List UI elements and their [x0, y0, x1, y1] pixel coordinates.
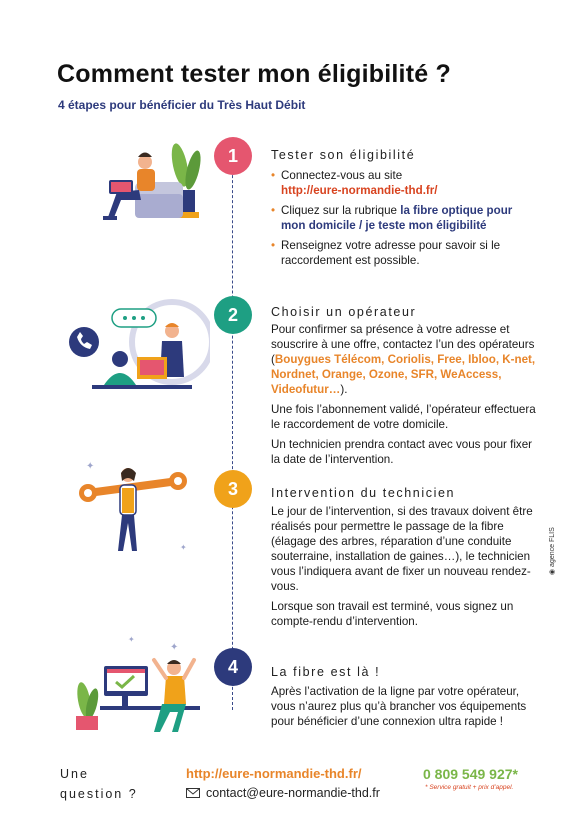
step-1-number-badge: 1 — [214, 137, 252, 175]
step-4-paragraph-1: Après l’activation de la ligne par votre opérateur, vous n’aurez plus qu’à brancher vos équipements pour bénéficier d’une connexion ultra rapide ! — [271, 685, 527, 728]
svg-text:✦: ✦ — [170, 642, 179, 653]
step-1-bullet-2: • Cliquez sur la rubrique la fibre optique pour mon domicile / je teste mon éligibilité — [271, 203, 536, 233]
eligibility-menu-path: la fibre optique pour mon domicile / je teste mon éligibilité — [281, 204, 513, 232]
footer-question: Une question ? — [60, 767, 138, 801]
footer-email-address[interactable]: contact@eure-normandie-thd.fr — [206, 786, 380, 800]
agency-logo-icon: ◉ — [549, 568, 556, 575]
step-1-title: Tester son éligibilité — [271, 148, 416, 162]
step-2-paragraph-1: Pour confirmer sa présence à votre adresse et souscrire à une offre, contactez l’un des opérateurs (Bouygues Télécom, Coriolis, Free, Ibloo, K-net, Nordnet, Orange, Ozone, SFR, WeAccess, Videofutur…). — [271, 323, 536, 396]
step-3-body — [271, 504, 536, 634]
footer-phone-note: * Service gratuit + prix d’appel. — [425, 784, 514, 791]
technician-wrench-illustration — [78, 455, 198, 560]
step-2-paragraph-2: Une fois l’abonnement validé, l’opérateur effectuera le raccordement de votre domicile. — [271, 403, 536, 431]
celebrating-user-illustration — [62, 632, 212, 737]
svg-text:✦: ✦ — [128, 635, 135, 644]
step-4-body — [271, 684, 536, 734]
footer-website-link[interactable]: http://eure-normandie-thd.fr/ — [186, 766, 362, 781]
step-1-body — [271, 168, 536, 273]
eligibility-site-link[interactable]: http://eure-normandie-thd.fr/ — [281, 184, 438, 197]
step-2-paragraph-3: Un technicien prendra contact avec vous pour fixer la date de l’intervention. — [271, 438, 533, 466]
step-1-bullet-1: • Connectez-vous au site http://eure-normandie-thd.fr/ — [271, 168, 536, 198]
step-4-title: La fibre est là ! — [271, 665, 381, 679]
agency-credit: ◉ agence FLIS — [549, 527, 556, 575]
svg-text:✦: ✦ — [180, 543, 187, 552]
operator-headset-illustration — [62, 297, 210, 397]
footer-phone-number[interactable]: 0 809 549 927* — [423, 766, 518, 782]
step-2-title: Choisir un opérateur — [271, 305, 417, 319]
svg-text:✦: ✦ — [86, 461, 95, 472]
step-2-number-badge: 2 — [214, 296, 252, 334]
step-3-paragraph-2: Lorsque son travail est terminé, vous signez un compte-rendu d’intervention. — [271, 600, 514, 628]
envelope-icon — [186, 788, 200, 798]
page-title: Comment tester mon éligibilité ? — [57, 60, 451, 88]
step-2-body — [271, 322, 536, 472]
operator-list: Bouygues Télécom, Coriolis, Free, Ibloo, K-net, Nordnet, Orange, Ozone, SFR, WeAccess, Videofutur… — [271, 353, 536, 396]
step-3-number-badge: 3 — [214, 470, 252, 508]
footer-email[interactable] — [186, 786, 380, 800]
step-1-bullet-3: • Renseignez votre adresse pour savoir si le raccordement est possible. — [271, 238, 536, 268]
step-3-paragraph-1: Le jour de l’intervention, si des travaux doivent être réalisés pour permettre le passage de la fibre (élagage des arbres, réparation d’une conduite souterraine, installation de gaines…), le technicien vous l’indiquera avant de fixer un nouveau rendez-vous. — [271, 505, 533, 593]
page-subtitle: 4 étapes pour bénéficier du Très Haut Débit — [58, 98, 306, 112]
person-laptop-illustration — [95, 130, 210, 230]
timeline-line — [232, 150, 233, 710]
step-3-title: Intervention du technicien — [271, 486, 456, 500]
step-4-number-badge: 4 — [214, 648, 252, 686]
